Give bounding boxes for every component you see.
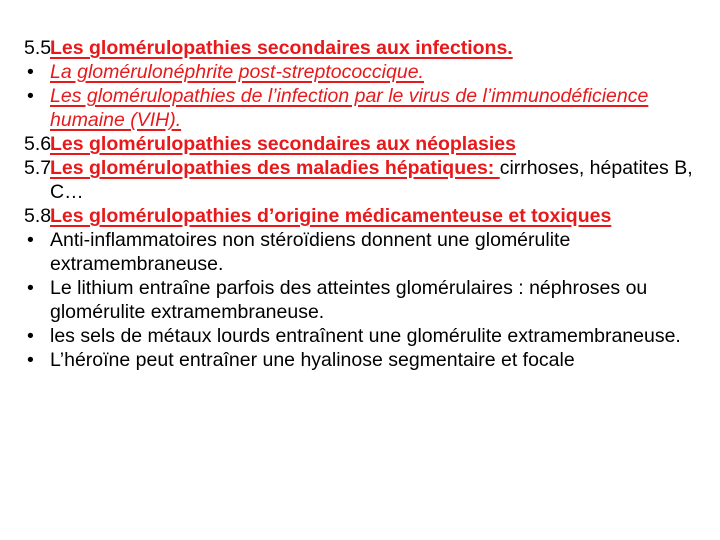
list-item-text: les sels de métaux lourds entraînent une glomérulite extramembraneuse.: [50, 325, 681, 347]
bullet-icon: •: [27, 85, 34, 107]
bullet-icon: •: [27, 229, 34, 251]
list-item: [24, 276, 696, 324]
list-item: [24, 228, 696, 276]
list-item: [24, 324, 696, 348]
section-tail-text: cirrhoses, hépatites B, C…: [50, 157, 693, 203]
section-heading: Les glomérulopathies secondaires aux néoplasies: [50, 133, 517, 155]
list-item: [24, 84, 696, 132]
section-5-7: [24, 156, 696, 204]
section-heading: Les glomérulopathies d’origine médicamenteuse et toxiques: [50, 205, 612, 227]
bullet-icon: •: [27, 277, 34, 299]
section-number: 5.7.: [24, 157, 57, 179]
section-number: 5.8.: [24, 205, 57, 227]
list-item-text: Le lithium entraîne parfois des atteintes glomérulaires : néphroses ou glomérulite extramembraneuse.: [50, 277, 648, 323]
slide-content: [24, 36, 696, 372]
section-number: 5.5.: [24, 37, 57, 59]
bullet-icon: •: [27, 349, 34, 371]
section-5-8: [24, 204, 696, 228]
section-heading: Les glomérulopathies des maladies hépatiques:: [50, 157, 500, 179]
bullet-icon: •: [27, 325, 34, 347]
section-5-5: [24, 36, 696, 60]
bullet-icon: •: [27, 61, 34, 83]
list-item: [24, 60, 696, 84]
section-heading: Les glomérulopathies secondaires aux infections.: [50, 37, 513, 59]
list-item-text: L’héroïne peut entraîner une hyalinose segmentaire et focale: [50, 349, 575, 371]
list-item-text: Anti-inflammatoires non stéroïdiens donnent une glomérulite extramembraneuse.: [50, 229, 571, 275]
list-item-text: Les glomérulopathies de l’infection par le virus de l’immunodéficience humaine (VIH).: [50, 85, 649, 131]
section-number: 5.6.: [24, 133, 57, 155]
list-item: [24, 348, 696, 372]
section-5-6: [24, 132, 696, 156]
list-item-text: La glomérulonéphrite post-streptococcique.: [50, 61, 424, 83]
